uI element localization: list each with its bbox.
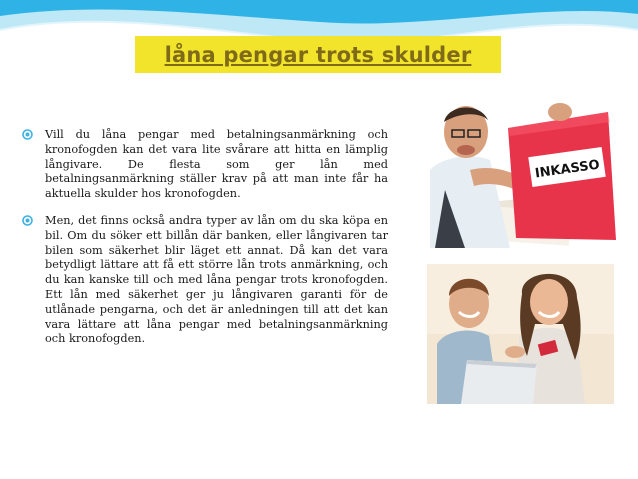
bullet-text: Vill du låna pengar med betalningsanmärkning och kronofogden kan det vara lite svårare att hitta en lämplig långivare. De flesta som ger lån med betalningsanmärkning ställer krav på att man inte får ha aktuella skulder hos kronofogden. (45, 128, 388, 201)
bullet-icon (22, 129, 33, 140)
folder-label: INKASSO (534, 157, 601, 182)
slide-title: låna pengar trots skulder (164, 42, 472, 67)
title-bar (135, 36, 501, 73)
bullet-icon (22, 215, 33, 226)
couple-laptop-photo (427, 264, 614, 404)
bullet-item (22, 214, 388, 347)
inkasso-photo (430, 100, 620, 248)
bullet-text: Men, det finns också andra typer av lån om du ska köpa en bil. Om du söker ett billån där banken, eller långivaren tar bilen som säkerhet blir läget ett annat. Då kan det vara betydligt lättare att få ett större lån trots anmärkning, och du kan kanske till och med låna pengar trots kronofogden. Ett lån med säkerhet ger ju långivaren garanti för de utlånade pengarna, och det är anledningen till att det kan vara lättare att låna pengar med betalningsanmärkning och kronofogden. (45, 213, 388, 346)
content-area (22, 128, 388, 359)
bullet-item (22, 128, 388, 202)
